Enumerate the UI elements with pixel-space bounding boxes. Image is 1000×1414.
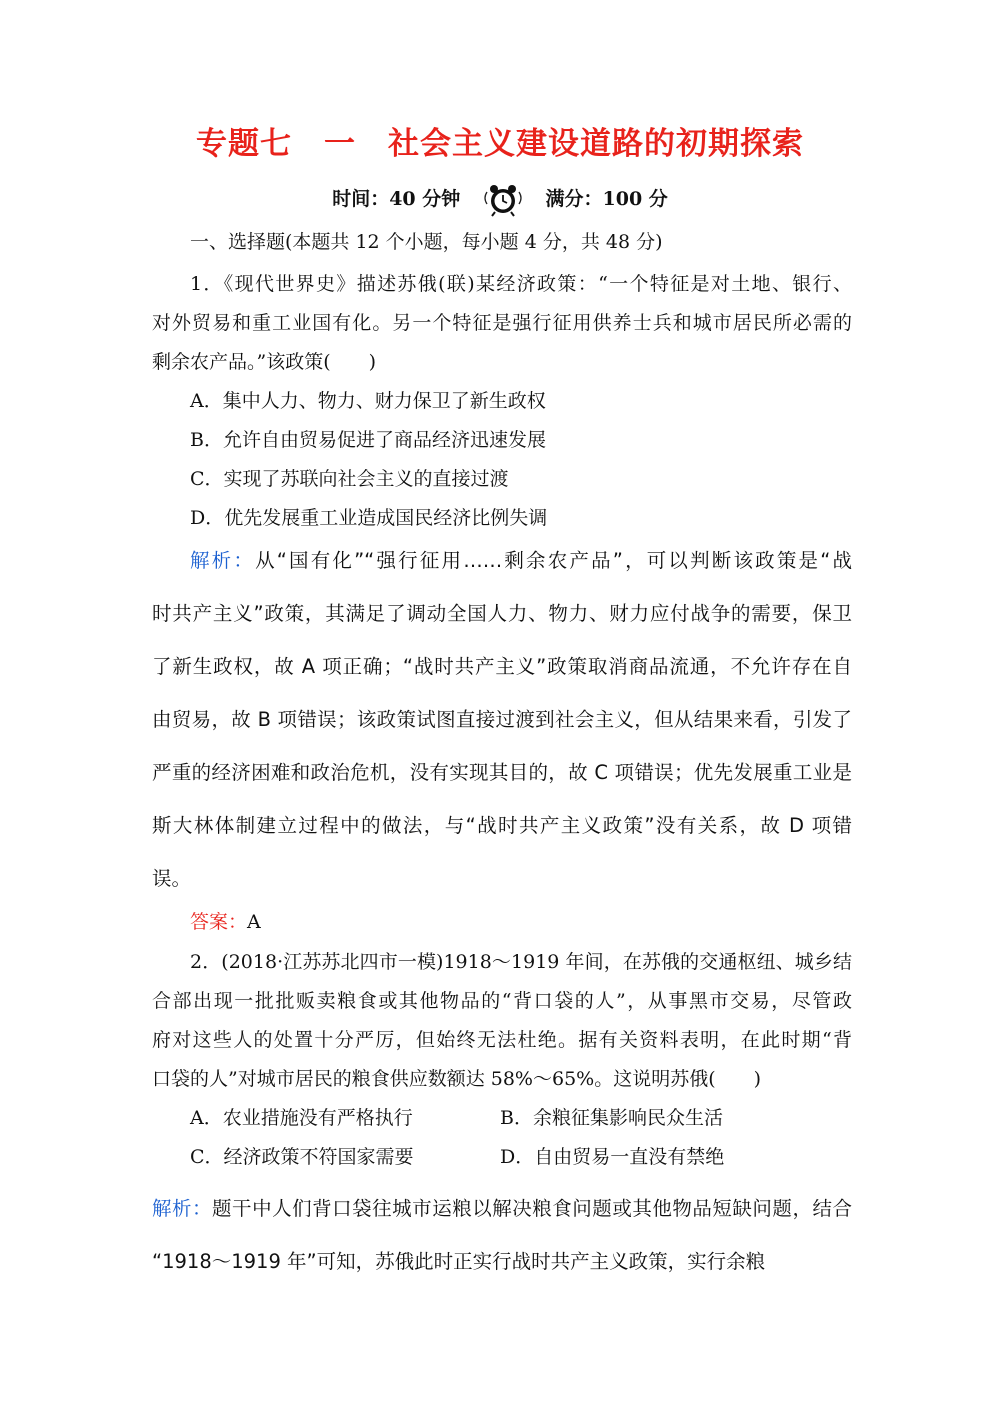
q1-analysis-line: 误。 <box>152 867 192 890</box>
q1-option-d: D．优先发展重工业造成国民经济比例失调 <box>190 507 548 529</box>
q1-option-c: C．实现了苏联向社会主义的直接过渡 <box>190 468 509 490</box>
analysis-text: 从“国有化”“强行征用……剩余农产品”，可以判断该政策是“战 <box>255 549 852 572</box>
q1-stem-line: 剩余农产品。”该政策( ) <box>152 351 377 373</box>
q1-analysis-line: 严重的经济困难和政治危机，没有实现其目的，故 C 项错误；优先发展重工业是 <box>152 761 852 784</box>
q1-option-b: B．允许自由贸易促进了商品经济迅速发展 <box>190 429 546 451</box>
q1-option-a: A．集中人力、物力、财力保卫了新生政权 <box>190 390 546 412</box>
q2-option-c: C．经济政策不符国家需要 <box>190 1146 414 1168</box>
alarm-clock-icon <box>481 182 525 218</box>
q2-analysis-line: “1918～1919 年”可知，苏俄此时正实行战时共产主义政策，实行余粮 <box>152 1250 766 1273</box>
time-limit: 时间：40 分钟 <box>332 188 461 210</box>
q1-stem-line: 对外贸易和重工业国有化。另一个特征是强行征用供养士兵和城市居民所必需的 <box>152 312 852 334</box>
answer-label: 答案： <box>190 911 248 933</box>
analysis-text: 题干中人们背口袋往城市运粮以解决粮食问题或其他物品短缺问题，结合 <box>212 1197 852 1220</box>
q1-analysis-line: 斯大林体制建立过程中的做法，与“战时共产主义政策”没有关系，故 D 项错 <box>152 814 852 837</box>
q2-option-b: B．余粮征集影响民众生活 <box>500 1107 723 1129</box>
q1-answer <box>190 910 890 934</box>
q1-analysis-line: 时共产主义”政策，其满足了调动全国人力、物力、财力应付战争的需要，保卫 <box>152 602 852 625</box>
q1-analysis-line: 由贸易，故 B 项错误；该政策试图直接过渡到社会主义，但从结果来看，引发了 <box>152 708 852 731</box>
exam-meta <box>0 182 1000 218</box>
q1-analysis-line: 了新生政权，故 A 项正确；“战时共产主义”政策取消商品流通，不允许存在自 <box>152 655 852 678</box>
q2-stem-line: 2．(2018·江苏苏北四市一模)1918～1919 年间，在苏俄的交通枢纽、城乡结 <box>190 951 852 973</box>
q2-stem-line: 合部出现一批批贩卖粮食或其他物品的“背口袋的人”，从事黑市交易，尽管政 <box>152 990 852 1012</box>
q1-analysis-line <box>190 548 852 574</box>
analysis-label: 解析： <box>190 549 256 572</box>
q2-stem-line: 府对这些人的处置十分严厉，但始终无法杜绝。据有关资料表明，在此时期“背 <box>152 1029 852 1051</box>
section-heading: 一、选择题(本题共 12 个小题，每小题 4 分，共 48 分) <box>190 231 663 253</box>
q2-stem-line: 口袋的人”对城市居民的粮食供应数额达 58%～65%。这说明苏俄( ) <box>152 1068 762 1090</box>
q2-option-d: D．自由贸易一直没有禁绝 <box>500 1146 725 1168</box>
q2-option-a: A．农业措施没有严格执行 <box>190 1107 413 1129</box>
analysis-label: 解析： <box>152 1197 213 1220</box>
answer-value: A <box>247 911 261 933</box>
page-title: 专题七 一 社会主义建设道路的初期探索 <box>196 126 804 162</box>
q1-stem-line: 1．《现代世界史》描述苏俄(联)某经济政策：“一个特征是对土地、银行、 <box>190 273 852 295</box>
q2-analysis-line <box>152 1196 852 1222</box>
full-score: 满分：100 分 <box>545 188 668 210</box>
